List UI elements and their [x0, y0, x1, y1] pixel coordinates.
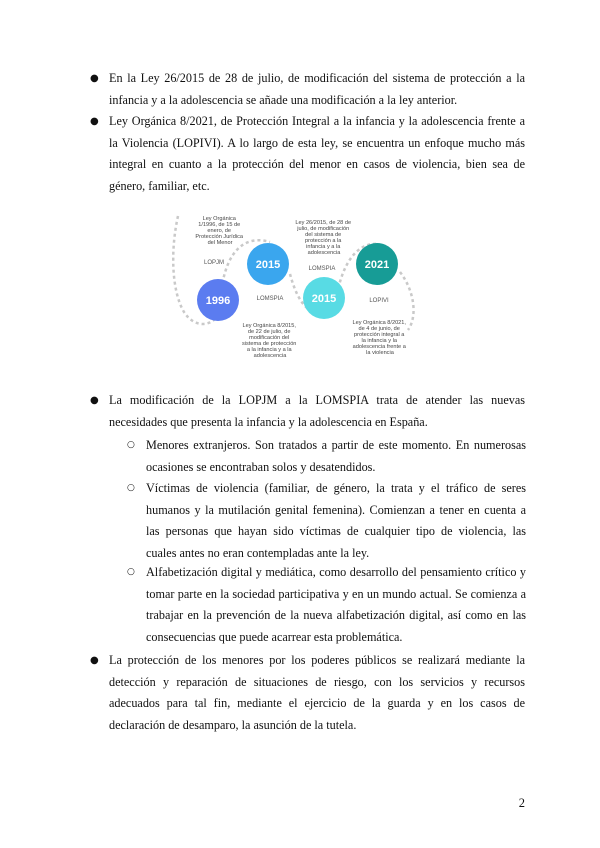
sub-bullet-item — [127, 478, 526, 564]
timeline-acronym: LOMSPIA — [308, 266, 336, 272]
bullet-dot: ● — [90, 395, 99, 406]
bullet-dot: ● — [90, 655, 99, 666]
timeline-year: 1996 — [205, 295, 231, 307]
timeline-year: 2015 — [311, 293, 337, 305]
timeline-year: 2021 — [364, 259, 390, 271]
sub-bullet-item — [127, 562, 526, 648]
bullet-item — [90, 111, 525, 197]
bullet-text: Ley Orgánica 8/2021, de Protección Integral a la infancia y la adolescencia frente a la Violencia (LOPIVI). A lo largo de esta ley, se encuentra un enfoque mucho más integral en cuanto a la protección del menor en casos de violencia, bien sea de género, familiar, etc. — [109, 114, 525, 193]
timeline-year: 2015 — [255, 259, 281, 271]
sub-bullet-text: Víctimas de violencia (familiar, de género, la trata y el tráfico de seres humanos y la mutilación genital femenina). Comienzan a tener en cuenta a las personas que hayan sido víctimas de cualquier tipo de violencia, las cuales antes no eran contempladas ante la ley. — [146, 481, 526, 560]
timeline-acronym: LOMSPIA — [256, 296, 284, 302]
timeline-desc: Ley 26/2015, de 28 de julio, de modificación del sistema de protección a la infancia y a la adolescencia — [295, 220, 352, 256]
bullet-text: En la Ley 26/2015 de 28 de julio, de modificación del sistema de protección a la infancia y a la adolescencia se añade una modificación a la ley anterior. — [109, 71, 525, 107]
bullet-item — [90, 650, 525, 736]
timeline-desc: Ley Orgánica 8/2021, de 4 de junio, de protección integral a la infancia y la adolescencia frente a la violencia — [352, 320, 406, 356]
page-number: 2 — [518, 796, 525, 810]
bullet-text: La modificación de la LOPJM a la LOMSPIA trata de atender las nuevas necesidades que presenta la infancia y la adolescencia en España. — [109, 393, 525, 429]
bullet-text: La protección de los menores por los poderes públicos se realizará mediante la detección y reparación de situaciones de riesgo, con los servicios y recursos adecuados para tal fin, mediante el ejercicio de la guarda y en los casos de declaración de desamparo, la asunción de la tutela. — [109, 653, 525, 732]
sub-bullet-circle: ○ — [127, 440, 135, 450]
sub-bullet-circle: ○ — [127, 483, 135, 493]
timeline-infographic — [172, 212, 432, 360]
bullet-item — [90, 68, 525, 111]
timeline-acronym: LOPIVI — [369, 298, 389, 304]
timeline-desc: Ley Orgánica 8/2015, de 22 de julio, de modificación del sistema de protección a la infancia y a la adolescencia — [242, 323, 297, 359]
timeline-acronym: LOPJM — [203, 260, 225, 266]
sub-bullet-item — [127, 435, 526, 478]
sub-bullet-text: Menores extranjeros. Son tratados a partir de este momento. En numerosas ocasiones se encontraban solos y desatendidos. — [146, 438, 526, 474]
sub-bullet-circle: ○ — [127, 567, 135, 577]
bullet-dot: ● — [90, 73, 99, 84]
sub-bullet-text: Alfabetización digital y mediática, como desarrollo del pensamiento crítico y tomar parte en la sociedad participativa y en un mundo actual. Se comienza a trabajar en la prevención de la nueva alfabetización digital, así como en las consecuencias que puede acarrear esta problemática. — [146, 565, 526, 644]
bullet-dot: ● — [90, 116, 99, 127]
bullet-item — [90, 390, 525, 433]
timeline-desc: Ley Orgánica 1/1996, de 15 de enero, de Protección Jurídica del Menor — [195, 216, 244, 246]
